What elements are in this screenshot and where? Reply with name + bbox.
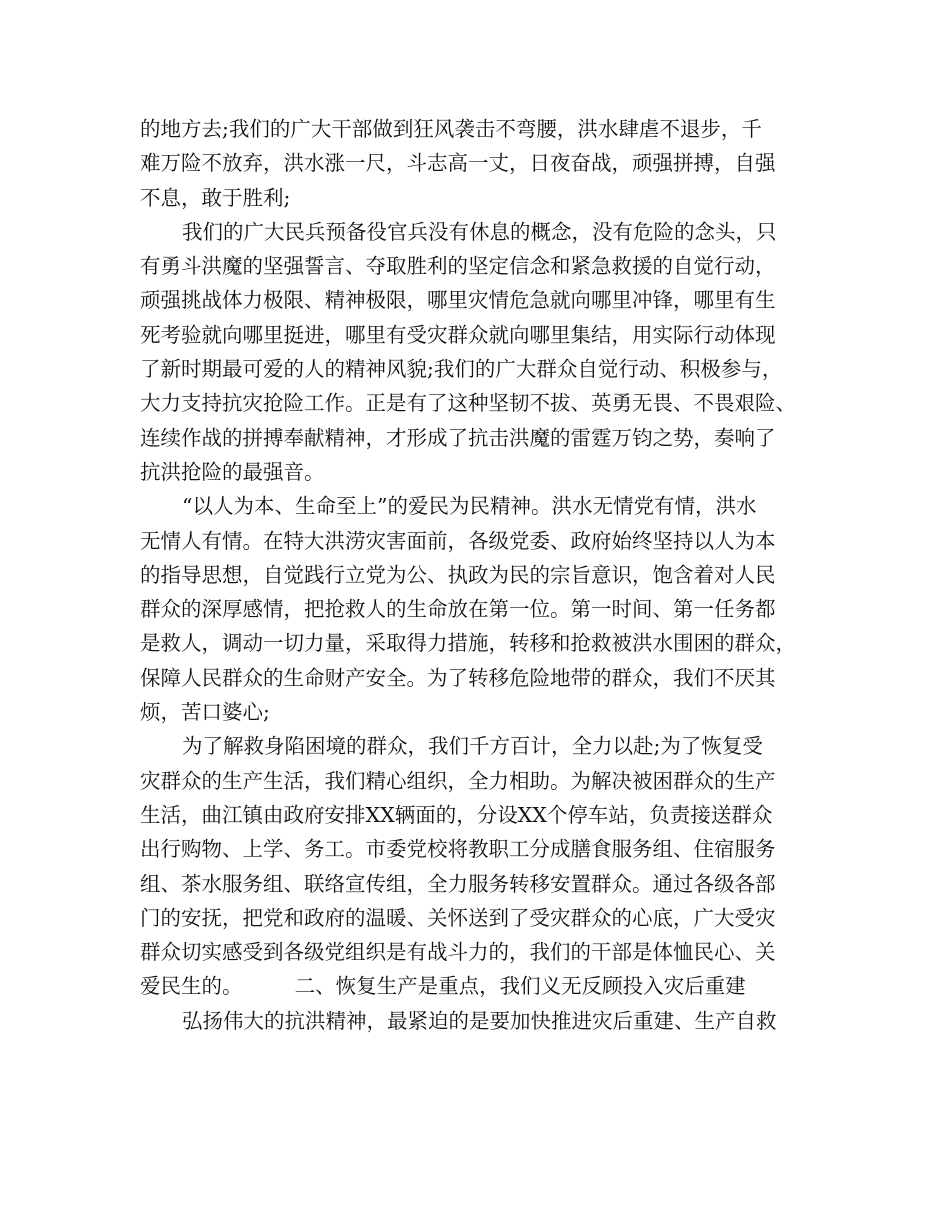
text-line: 不息，敢于胜利;	[140, 185, 291, 210]
text-line: 难万险不放弃，洪水涨一尺，斗志高一丈，日夜奋战，顽强拼搏，自强	[140, 151, 776, 176]
text-line: 有勇斗洪魔的坚强誓言、夺取胜利的坚定信念和紧急救援的自觉行动，	[140, 254, 776, 279]
text-line: 出行购物、上学、务工。市委党校将教职工分成膳食服务组、住宿服务	[140, 837, 776, 862]
text-line: 群众切实感受到各级党组织是有战斗力的，我们的干部是体恤民心、关	[140, 940, 776, 965]
text-line: 灾群众的生产生活，我们精心组织，全力相助。为解决被困群众的生产	[140, 768, 776, 793]
text-line: 门的安抚，把党和政府的温暖、关怀送到了受灾群众的心底，广大受灾	[140, 905, 776, 930]
text-line: 群众的深厚感情，把抢救人的生命放在第一位。第一时间、第一任务都	[140, 597, 776, 622]
paragraph-start-line: “以人为本、生命至上”的爱民为民精神。洪水无情党有情，洪水	[182, 494, 757, 519]
text-line: 生活，曲江镇由政府安排XX辆面的，分设XX个停车站，负责接送群众	[140, 802, 773, 827]
text-line: 无情人有情。在特大洪涝灾害面前，各级党委、政府始终坚持以人为本	[140, 528, 776, 553]
text-line: 了新时期最可爱的人的精神风貌;我们的广大群众自觉行动、积极参与，	[140, 357, 783, 382]
text-line: 的指导思想，自觉践行立党为公、执政为民的宗旨意识，饱含着对人民	[140, 562, 776, 587]
text-line: 大力支持抗灾抢险工作。正是有了这种坚韧不拔、英勇无畏、不畏艰险、	[140, 391, 796, 416]
text-line: 烦，苦口婆心;	[140, 700, 270, 725]
text-line: 是救人，调动一切力量，采取得力措施，转移和抢救被洪水围困的群众，	[140, 631, 796, 656]
text-line: 顽强挑战体力极限、精神极限，哪里灾情危急就向哪里冲锋，哪里有生	[140, 288, 776, 313]
text-line: 连续作战的拼搏奉献精神，才形成了抗击洪魔的雷霆万钧之势，奏响了	[140, 425, 776, 450]
text-line: 的地方去;我们的广大干部做到狂风袭击不弯腰，洪水肆虐不退步，千	[140, 117, 762, 141]
paragraph-start-line: 为了解救身陷困境的群众，我们千方百计，全力以赴;为了恢复受	[182, 734, 763, 759]
text-line: 抗洪抢险的最强音。	[140, 459, 325, 484]
text-line: 保障人民群众的生命财产安全。为了转移危险地带的群众，我们不厌其	[140, 665, 776, 690]
paragraph-start-line: 弘扬伟大的抗洪精神，最紧迫的是要加快推进灾后重建、生产自救	[182, 1008, 777, 1033]
text-line: 死考验就向哪里挺进，哪里有受灾群众就向哪里集结，用实际行动体现	[140, 322, 776, 347]
text-line-with-section-heading: 爱民生的。 二、恢复生产是重点，我们义无反顾投入灾后重建	[140, 974, 746, 999]
paragraph-start-line: 我们的广大民兵预备役官兵没有休息的概念，没有危险的念头，只	[182, 219, 777, 244]
text-line: 组、茶水服务组、联络宣传组，全力服务转移安置群众。通过各级各部	[140, 871, 776, 896]
document-body	[140, 112, 820, 1038]
